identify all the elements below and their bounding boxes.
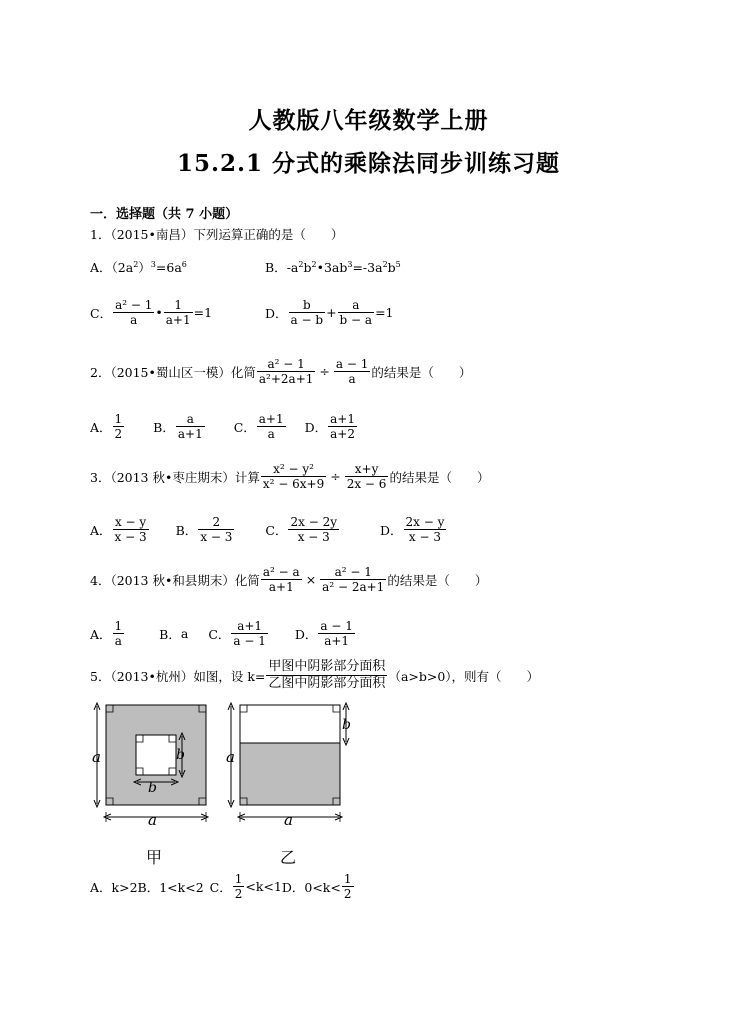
fig-yi-label-a-vertical: a bbox=[226, 748, 235, 766]
q4-options: A． $\frac{1}{a}$ B． a C． $\frac{a+1}{a - 1}$ D． $\frac{a - 1}{a+1}$ bbox=[90, 619, 353, 648]
q1-stem: 1．（2015•南昌）下列运算正确的是（ ） bbox=[90, 227, 344, 242]
fig-jia-label-a-vertical: a bbox=[92, 748, 101, 766]
fig-jia-label-b-vertical: b bbox=[176, 747, 185, 763]
q5-options: A．k>2 B．1<k<2 C． $\frac{1}{2}$ <k<1 D．0<k< $\frac{1}{2}$ bbox=[90, 872, 352, 901]
fig-yi-caption: 乙 bbox=[280, 848, 297, 867]
fig-yi-label-b: b bbox=[342, 717, 351, 733]
q2-options: A． $\frac{1}{2}$ B． $\frac{a}{a+1}$ C． $\frac{a+1}{a}$ D． $\frac{a+1}{a+2}$ bbox=[90, 412, 355, 441]
q1-option-c: C． $\frac{\text{a² − 1}}{a}$ • $\frac{1}{a+1}$ =1 bbox=[90, 298, 213, 327]
fig-jia-caption: 甲 bbox=[146, 848, 163, 867]
q5-stem: 5．（2013•杭州）如图，设 k= $\frac{\text{甲图中阴影部分面积}}{\text{乙图中阴影部分面积}}$ （a>b>0），则有（ ） bbox=[90, 659, 540, 691]
fig-jia-label-a-horizontal: a bbox=[148, 811, 157, 829]
page-title-line2: 15.2.1 分式的乘除法同步训练习题 bbox=[176, 150, 561, 177]
q2-stem: 2．（2015•蜀山区一模）化简 $\frac{\text{a² − 1}}{\text{a²+2a+1}}$ ÷ $\frac{a - 1}{a}$ 的结果是（ ） bbox=[90, 357, 472, 386]
inner-square-hole bbox=[136, 735, 176, 775]
fig-jia-label-b-horizontal: b bbox=[148, 780, 157, 796]
q1-option-a: A．$(2a^2)^3=6a^6$ bbox=[90, 259, 187, 275]
q1-option-d: D． $\frac{b}{a - b}$ + $\frac{a}{b - a}$ =1 bbox=[265, 298, 394, 327]
section-heading: 一．选择题（共 7 小题） bbox=[90, 207, 239, 222]
shaded-rectangle bbox=[240, 743, 340, 805]
page-title-line1: 人教版八年级数学上册 bbox=[248, 107, 489, 134]
q4-stem: 4．（2013 秋•和县期末）化简 $\frac{\text{a² − a}}{a+1}$ × $\frac{\text{a² − 1}}{\text{a² − 2a+1}}$ 的结果是（ ） bbox=[90, 565, 488, 594]
q1-option-b: B．$-a^2b^2•3ab^3=-3a^2b^5$ bbox=[265, 259, 401, 275]
fig-yi-label-a-horizontal: a bbox=[284, 811, 293, 829]
q3-stem: 3．（2013 秋•枣庄期末）计算 $\frac{\text{x² − y²}}{\text{x² − 6x+9}}$ ÷ $\frac{x+y}{2x - 6}$ 的结果是（ ） bbox=[90, 462, 490, 491]
q3-options: A． $\frac{x - y}{x - 3}$ B． $\frac{2}{x - 3}$ C． $\frac{2x - 2y}{x - 3}$ D． $\frac{2x - y}{x - 3}$ bbox=[90, 515, 445, 544]
